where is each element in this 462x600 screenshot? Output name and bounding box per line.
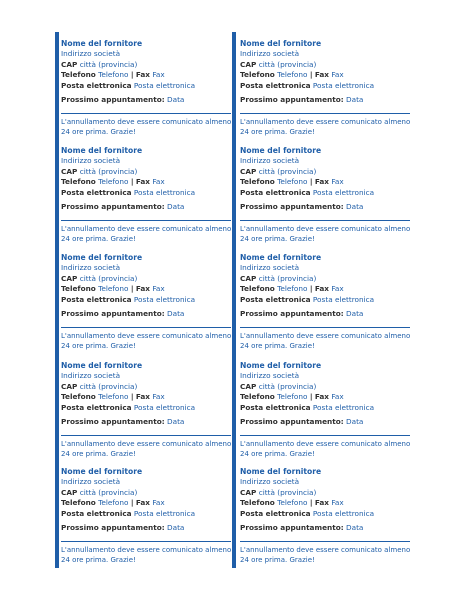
- phone-fax-line: [61, 498, 195, 508]
- email-value: Posta elettronica: [133, 294, 196, 304]
- phone-fax-line: [240, 498, 374, 508]
- vendor-name: Nome del fornitore: [61, 146, 143, 155]
- next-appointment-line: [61, 523, 184, 533]
- phone-fax-line: [240, 177, 374, 187]
- fax-label: Fax: [135, 284, 151, 294]
- fax-value: Fax: [152, 177, 165, 187]
- cap-label: CAP: [240, 381, 257, 391]
- city-value: città (provincia): [258, 487, 317, 497]
- next-appointment-line: [240, 202, 363, 212]
- email-label: Posta elettronica: [240, 508, 311, 518]
- next-appointment-label: Prossimo appuntamento:: [61, 523, 165, 532]
- phone-label: Telefono: [240, 70, 275, 80]
- vendor-info: [240, 39, 374, 91]
- fax-value: Fax: [331, 284, 344, 294]
- cancellation-notice: L'annullamento deve essere comunicato almeno 24 ore prima. Grazie!: [240, 332, 411, 351]
- divider: [240, 113, 410, 114]
- next-appointment-date: Data: [166, 95, 185, 104]
- vendor-name: Nome del fornitore: [61, 361, 143, 370]
- divider: [240, 435, 410, 436]
- separator: |: [309, 70, 313, 80]
- cancellation-notice: L'annullamento deve essere comunicato almeno 24 ore prima. Grazie!: [61, 332, 232, 351]
- city-value: città (provincia): [258, 59, 317, 69]
- email-line: [240, 295, 374, 305]
- appointment-card: [61, 247, 231, 354]
- phone-fax-line: [240, 284, 374, 294]
- next-appointment-label: Prossimo appuntamento:: [61, 202, 165, 211]
- phone-value: Telefono: [277, 177, 308, 187]
- fax-label: Fax: [314, 498, 330, 508]
- fax-label: Fax: [314, 284, 330, 294]
- divider: [61, 435, 231, 436]
- divider: [240, 541, 410, 542]
- postal-line: [61, 167, 195, 177]
- separator: |: [309, 284, 313, 294]
- email-line: [61, 403, 195, 413]
- email-label: Posta elettronica: [240, 80, 311, 90]
- phone-label: Telefono: [61, 498, 96, 508]
- appointment-card: [240, 33, 410, 140]
- next-appointment-date: Data: [345, 202, 364, 211]
- postal-line: [61, 60, 195, 70]
- phone-value: Telefono: [98, 70, 129, 80]
- cancellation-notice: L'annullamento deve essere comunicato almeno 24 ore prima. Grazie!: [240, 118, 411, 137]
- phone-label: Telefono: [240, 284, 275, 294]
- next-appointment-label: Prossimo appuntamento:: [61, 417, 165, 426]
- phone-label: Telefono: [240, 392, 275, 402]
- fax-value: Fax: [331, 392, 344, 402]
- email-label: Posta elettronica: [61, 294, 132, 304]
- phone-fax-line: [240, 70, 374, 80]
- email-line: [240, 403, 374, 413]
- separator: |: [309, 177, 313, 187]
- email-value: Posta elettronica: [312, 294, 375, 304]
- vendor-info: [240, 253, 374, 305]
- email-label: Posta elettronica: [61, 508, 132, 518]
- company-address: Indirizzo società: [240, 49, 300, 59]
- city-value: città (provincia): [79, 273, 138, 283]
- phone-fax-line: [61, 392, 195, 402]
- email-label: Posta elettronica: [61, 80, 132, 90]
- next-appointment-line: [240, 309, 363, 319]
- fax-label: Fax: [135, 498, 151, 508]
- fax-label: Fax: [135, 177, 151, 187]
- email-value: Posta elettronica: [133, 508, 196, 518]
- vendor-name: Nome del fornitore: [61, 253, 143, 262]
- divider: [240, 220, 410, 221]
- next-appointment-line: [61, 95, 184, 105]
- phone-label: Telefono: [61, 70, 96, 80]
- next-appointment-line: [240, 417, 363, 427]
- fax-value: Fax: [331, 70, 344, 80]
- next-appointment-line: [240, 95, 363, 105]
- fax-value: Fax: [152, 70, 165, 80]
- company-address: Indirizzo società: [240, 263, 300, 273]
- email-label: Posta elettronica: [61, 187, 132, 197]
- appointment-card: [240, 461, 410, 568]
- email-line: [240, 188, 374, 198]
- separator: |: [309, 498, 313, 508]
- phone-value: Telefono: [277, 392, 308, 402]
- postal-line: [240, 167, 374, 177]
- city-value: città (provincia): [79, 381, 138, 391]
- next-appointment-date: Data: [166, 417, 185, 426]
- divider: [61, 113, 231, 114]
- fax-value: Fax: [331, 177, 344, 187]
- email-label: Posta elettronica: [61, 402, 132, 412]
- company-address: Indirizzo società: [61, 477, 121, 487]
- fax-value: Fax: [152, 498, 165, 508]
- fax-label: Fax: [314, 177, 330, 187]
- email-label: Posta elettronica: [240, 294, 311, 304]
- city-value: città (provincia): [79, 166, 138, 176]
- postal-line: [61, 382, 195, 392]
- cancellation-notice: L'annullamento deve essere comunicato almeno 24 ore prima. Grazie!: [61, 225, 232, 244]
- email-value: Posta elettronica: [133, 402, 196, 412]
- email-line: [240, 509, 374, 519]
- cancellation-notice: L'annullamento deve essere comunicato almeno 24 ore prima. Grazie!: [240, 225, 411, 244]
- postal-line: [240, 60, 374, 70]
- fax-label: Fax: [135, 70, 151, 80]
- next-appointment-date: Data: [166, 523, 185, 532]
- fax-label: Fax: [314, 70, 330, 80]
- phone-value: Telefono: [277, 498, 308, 508]
- city-value: città (provincia): [258, 381, 317, 391]
- cap-label: CAP: [240, 166, 257, 176]
- separator: |: [130, 392, 134, 402]
- next-appointment-line: [61, 309, 184, 319]
- vendor-info: [240, 467, 374, 519]
- next-appointment-label: Prossimo appuntamento:: [61, 309, 165, 318]
- phone-label: Telefono: [61, 392, 96, 402]
- phone-label: Telefono: [240, 498, 275, 508]
- company-address: Indirizzo società: [240, 371, 300, 381]
- separator: |: [130, 498, 134, 508]
- vendor-name: Nome del fornitore: [240, 39, 322, 48]
- cancellation-notice: L'annullamento deve essere comunicato almeno 24 ore prima. Grazie!: [240, 440, 411, 459]
- email-label: Posta elettronica: [240, 402, 311, 412]
- vendor-info: [240, 146, 374, 198]
- cap-label: CAP: [61, 59, 78, 69]
- fax-value: Fax: [152, 392, 165, 402]
- phone-fax-line: [240, 392, 374, 402]
- email-line: [61, 81, 195, 91]
- appointment-card: [240, 247, 410, 354]
- vendor-info: [61, 253, 195, 305]
- city-value: città (provincia): [79, 59, 138, 69]
- vendor-info: [61, 39, 195, 91]
- phone-value: Telefono: [98, 392, 129, 402]
- appointment-card: [61, 355, 231, 462]
- appointment-card: [61, 461, 231, 568]
- cap-label: CAP: [240, 487, 257, 497]
- phone-value: Telefono: [98, 498, 129, 508]
- next-appointment-label: Prossimo appuntamento:: [240, 202, 344, 211]
- fax-value: Fax: [331, 498, 344, 508]
- next-appointment-date: Data: [345, 523, 364, 532]
- next-appointment-label: Prossimo appuntamento:: [61, 95, 165, 104]
- separator: |: [309, 392, 313, 402]
- vendor-name: Nome del fornitore: [61, 39, 143, 48]
- company-address: Indirizzo società: [61, 263, 121, 273]
- next-appointment-line: [240, 523, 363, 533]
- phone-fax-line: [61, 284, 195, 294]
- cancellation-notice: L'annullamento deve essere comunicato almeno 24 ore prima. Grazie!: [61, 440, 232, 459]
- fax-label: Fax: [135, 392, 151, 402]
- company-address: Indirizzo società: [61, 156, 121, 166]
- postal-line: [61, 274, 195, 284]
- divider: [61, 327, 231, 328]
- phone-value: Telefono: [98, 284, 129, 294]
- next-appointment-date: Data: [166, 202, 185, 211]
- email-value: Posta elettronica: [312, 80, 375, 90]
- divider: [240, 327, 410, 328]
- company-address: Indirizzo società: [61, 49, 121, 59]
- next-appointment-date: Data: [345, 95, 364, 104]
- fax-label: Fax: [314, 392, 330, 402]
- cap-label: CAP: [61, 381, 78, 391]
- city-value: città (provincia): [79, 487, 138, 497]
- email-line: [240, 81, 374, 91]
- email-value: Posta elettronica: [312, 187, 375, 197]
- divider: [61, 541, 231, 542]
- next-appointment-date: Data: [345, 417, 364, 426]
- vendor-info: [240, 361, 374, 413]
- cap-label: CAP: [61, 273, 78, 283]
- cancellation-notice: L'annullamento deve essere comunicato almeno 24 ore prima. Grazie!: [61, 546, 232, 565]
- phone-label: Telefono: [61, 284, 96, 294]
- next-appointment-label: Prossimo appuntamento:: [240, 417, 344, 426]
- email-value: Posta elettronica: [133, 80, 196, 90]
- right-column-accent-bar: [232, 32, 236, 568]
- next-appointment-label: Prossimo appuntamento:: [240, 309, 344, 318]
- appointment-card: [61, 140, 231, 247]
- vendor-name: Nome del fornitore: [240, 361, 322, 370]
- next-appointment-line: [61, 417, 184, 427]
- company-address: Indirizzo società: [240, 477, 300, 487]
- phone-value: Telefono: [277, 70, 308, 80]
- phone-fax-line: [61, 70, 195, 80]
- company-address: Indirizzo società: [240, 156, 300, 166]
- cap-label: CAP: [61, 487, 78, 497]
- phone-label: Telefono: [61, 177, 96, 187]
- vendor-name: Nome del fornitore: [240, 253, 322, 262]
- vendor-info: [61, 361, 195, 413]
- email-value: Posta elettronica: [312, 508, 375, 518]
- separator: |: [130, 284, 134, 294]
- separator: |: [130, 177, 134, 187]
- vendor-name: Nome del fornitore: [240, 146, 322, 155]
- vendor-info: [61, 146, 195, 198]
- cancellation-notice: L'annullamento deve essere comunicato almeno 24 ore prima. Grazie!: [240, 546, 411, 565]
- cap-label: CAP: [61, 166, 78, 176]
- phone-value: Telefono: [277, 284, 308, 294]
- postal-line: [240, 382, 374, 392]
- email-line: [61, 295, 195, 305]
- email-value: Posta elettronica: [312, 402, 375, 412]
- email-value: Posta elettronica: [133, 187, 196, 197]
- email-label: Posta elettronica: [240, 187, 311, 197]
- cancellation-notice: L'annullamento deve essere comunicato almeno 24 ore prima. Grazie!: [61, 118, 232, 137]
- fax-value: Fax: [152, 284, 165, 294]
- vendor-info: [61, 467, 195, 519]
- appointment-card: [61, 33, 231, 140]
- city-value: città (provincia): [258, 273, 317, 283]
- separator: |: [130, 70, 134, 80]
- left-column-accent-bar: [55, 32, 59, 568]
- vendor-name: Nome del fornitore: [240, 467, 322, 476]
- next-appointment-line: [61, 202, 184, 212]
- phone-value: Telefono: [98, 177, 129, 187]
- appointment-card: [240, 355, 410, 462]
- vendor-name: Nome del fornitore: [61, 467, 143, 476]
- postal-line: [240, 274, 374, 284]
- postal-line: [61, 488, 195, 498]
- next-appointment-label: Prossimo appuntamento:: [240, 523, 344, 532]
- next-appointment-date: Data: [345, 309, 364, 318]
- city-value: città (provincia): [258, 166, 317, 176]
- postal-line: [240, 488, 374, 498]
- appointment-card: [240, 140, 410, 247]
- next-appointment-date: Data: [166, 309, 185, 318]
- next-appointment-label: Prossimo appuntamento:: [240, 95, 344, 104]
- phone-fax-line: [61, 177, 195, 187]
- divider: [61, 220, 231, 221]
- email-line: [61, 509, 195, 519]
- company-address: Indirizzo società: [61, 371, 121, 381]
- phone-label: Telefono: [240, 177, 275, 187]
- cap-label: CAP: [240, 273, 257, 283]
- cap-label: CAP: [240, 59, 257, 69]
- email-line: [61, 188, 195, 198]
